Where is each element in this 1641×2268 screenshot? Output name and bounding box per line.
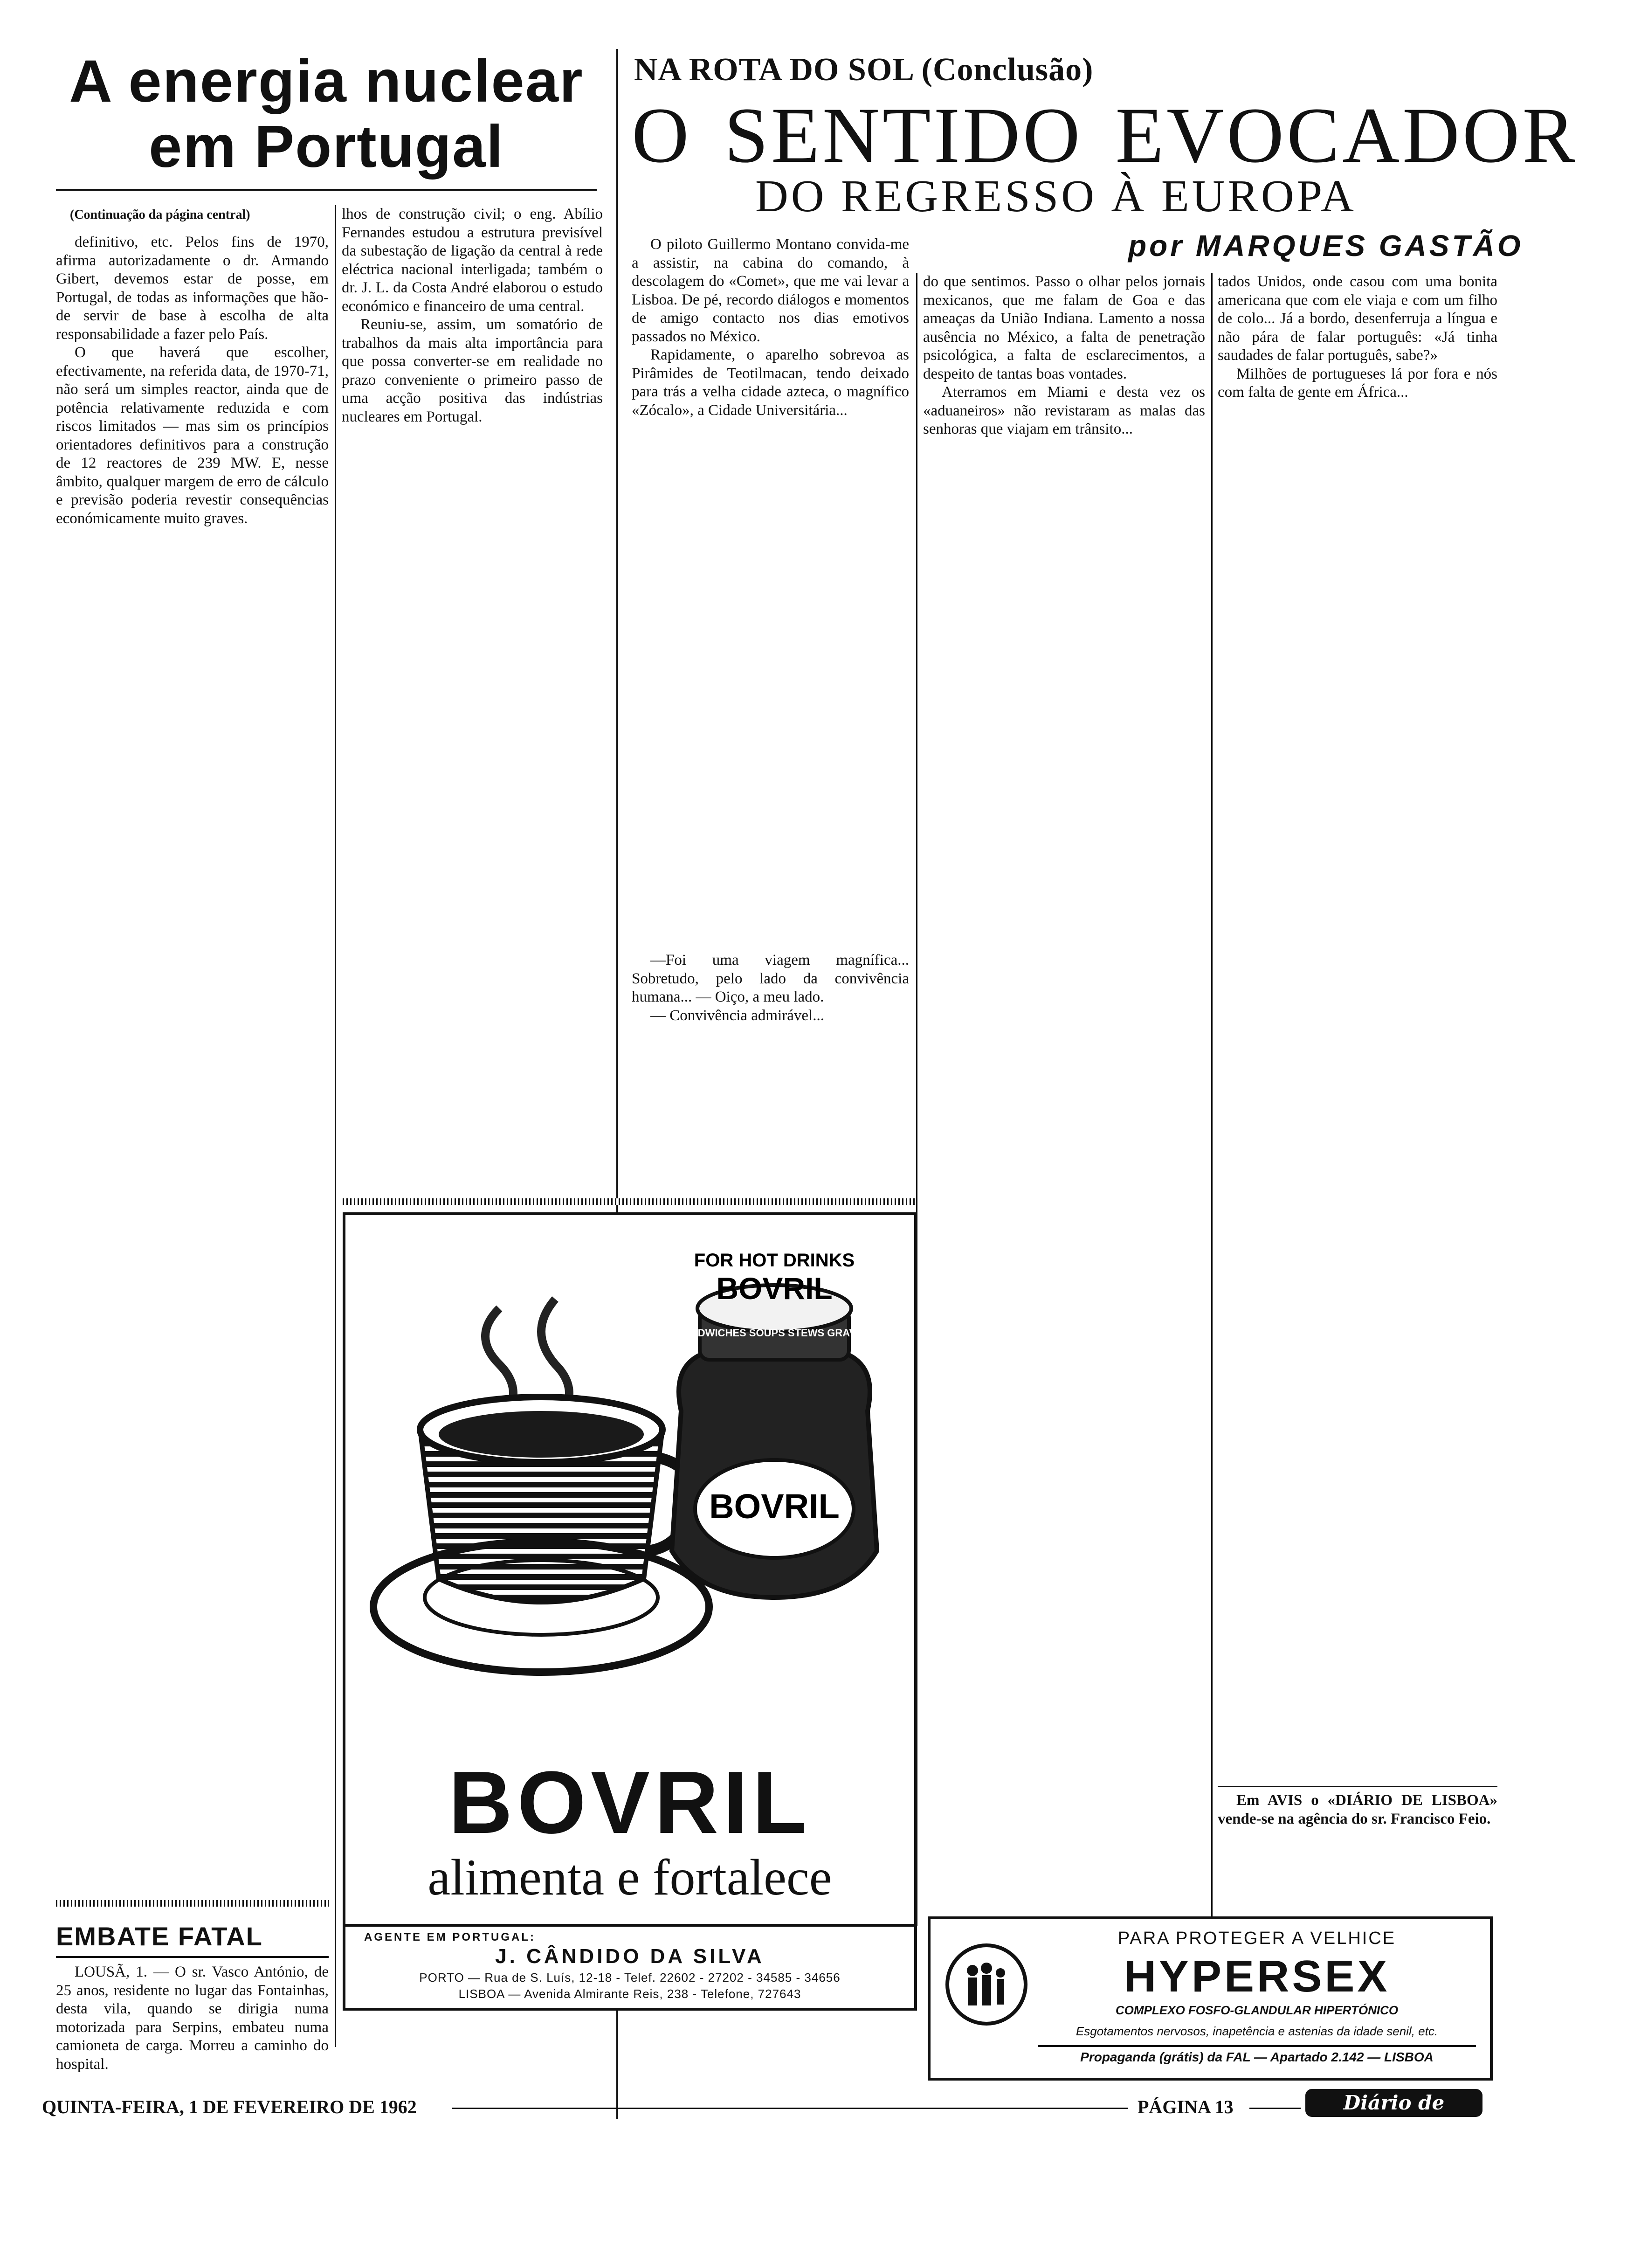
- hypersex-ad: [928, 1916, 1493, 2081]
- left-headline: [56, 49, 597, 180]
- footer-date: QUINTA-FEIRA, 1 DE FEVEREIRO DE 1962: [42, 2096, 417, 2117]
- footer-rule-right: [1249, 2108, 1301, 2109]
- col5-end-rule: [1218, 1786, 1497, 1787]
- bovril-brand: BOVRIL: [448, 1753, 811, 1852]
- left-headline-line2: em Portugal: [149, 113, 504, 180]
- byline: por MARQUES GASTÃO: [1128, 229, 1524, 263]
- right-headline-line1: O SENTIDO EVOCADOR: [632, 91, 1578, 179]
- hyper-brand: HYPERSEX: [1124, 1951, 1390, 2001]
- bovril-slogan: alimenta e fortalece: [427, 1849, 832, 1906]
- paragraph: — Convivência admirável...: [650, 1007, 824, 1024]
- left-headline-rule: [56, 189, 597, 191]
- ad-top-rule: [343, 1198, 916, 1205]
- right-article-col3b: [632, 951, 909, 1194]
- hyper-footer: Propaganda (grátis) da FAL — Apartado 2.142 — LISBOA: [1038, 2045, 1476, 2065]
- left-article-col2: [342, 205, 603, 1198]
- paragraph: —Foi uma viagem magnífica... Sobretudo, pelo lado da convivência humana... — Oiço, a meu lado.: [632, 952, 909, 1005]
- jar-brand-label: BOVRIL: [716, 1271, 833, 1306]
- embate-title: EMBATE FATAL: [56, 1922, 263, 1951]
- paragraph: lhos de construção civil; o eng. Abílio Fernandes estudou a estrutura previsível da subestação de ligação da central à rede eléctrica nacional interligada; também o dr. J. L. da Costa André elaborou o estudo económico e financeiro de uma central.: [342, 206, 603, 315]
- hyper-desc: Esgotamentos nervosos, inapetência e astenias da idade senil, etc.: [1076, 2024, 1438, 2038]
- porto-address: PORTO — Rua de S. Luís, 12-18 - Telef. 22602 - 27202 - 34585 - 34656: [419, 1971, 841, 1984]
- left-article-col1: [56, 233, 329, 2042]
- paragraph: Rapidamente, o aparelho sobrevoa as Pirâmides de Teotilmacan, tendo deixado para trás a velha cidade azteca, o magnífico «Zócalo», a Cidade Universitária...: [632, 346, 909, 419]
- hyper-top: PARA PROTEGER A VELHICE: [1117, 1929, 1396, 1948]
- column-divider: [335, 205, 336, 2047]
- paragraph: O piloto Guillermo Montano convida-me a assistir, na cabina do comando, à descolagem do «Comet», que me vai levar a Lisboa. De pé, recordo diálogos e momentos de amigo contacto nos dias emotivos passados no México.: [632, 236, 909, 345]
- agent-label: AGENTE EM PORTUGAL:: [364, 1931, 536, 1943]
- masthead-logo: [1305, 2089, 1482, 2142]
- right-article-col5: [1218, 273, 1497, 1784]
- kicker: NA ROTA DO SOL (Conclusão): [634, 52, 1094, 88]
- jar-top-label: FOR HOT DRINKS: [694, 1250, 855, 1271]
- right-article-col4: [923, 273, 1205, 1923]
- agent-name: J. CÂNDIDO DA SILVA: [495, 1945, 765, 1968]
- paragraph: Em AVIS o «DIÁRIO DE LISBOA» vende-se na agência do sr. Francisco Feio.: [1218, 1792, 1497, 1827]
- paragraph: Aterramos em Miami e desta vez os «aduaneiros» não revistaram as malas das senhoras que viajam em trânsito...: [923, 384, 1205, 437]
- paragraph: do que sentimos. Passo o olhar pelos jornais mexicanos, que me falam de Goa e das ameaças da União Indiana. Lamento a nossa ausência no México, a falta de penetração psicológica, a falta de esclarecimentos, a despeito de tantas boas vontades.: [923, 273, 1205, 382]
- column-divider: [1211, 273, 1213, 1926]
- paragraph: tados Unidos, onde casou com uma bonita americana que com ele viaja e com um filho de colo... Já a bordo, desenferruja a língua e não pára de falar português: «Já tinha saudades de falar português, sabe?»: [1218, 273, 1497, 364]
- footer-note: [1218, 1791, 1497, 1903]
- paragraph: Milhões de portugueses lá por fora e nós com falta de gente em África...: [1218, 365, 1497, 401]
- lisboa-address: LISBOA — Avenida Almirante Reis, 238 - Telefone, 727643: [458, 1987, 801, 2001]
- bovril-illustration: [345, 1215, 914, 1751]
- bovril-ad: [343, 1212, 917, 2011]
- right-headline-line2: DO REGRESSO À EUROPA: [755, 171, 1357, 221]
- hyper-sub: COMPLEXO FOSFO-GLANDULAR HIPERTÓNICO: [1115, 2003, 1399, 2017]
- embate-title-rule: [56, 1956, 329, 1958]
- paragraph: LOUSÃ, 1. — O sr. Vasco António, de 25 anos, residente no lugar das Fontainhas, desta vila, quando se dirigia numa motorizada para Serpins, embateu numa camioneta de carga. Morreu a caminho do hospital.: [56, 1964, 329, 2073]
- jar-front-label: BOVRIL: [709, 1487, 840, 1526]
- continuation-note: (Continuação da página central): [70, 207, 250, 222]
- paragraph: Reuniu-se, assim, um somatório de trabalhos da mais alta importância para que possa converter-se em realidade no prazo conveniente o primeiro passo de uma acção positiva das indústrias nucleares em Portugal.: [342, 316, 603, 425]
- embate-text: [56, 1963, 329, 2084]
- footer-page: PÁGINA 13: [1138, 2096, 1234, 2117]
- jar-sub-label: SANDWICHES SOUPS STEWS GRAVIES: [676, 1327, 873, 1339]
- footer-rule-left: [452, 2108, 1128, 2109]
- paragraph: definitivo, etc. Pelos fins de 1970, afirma autorizadamente o dr. Armando Gibert, devemos estar de posse, em Portugal, de todas as informações que hão-de servir de base à escolha de alta responsabilidade a fazer pelo País.: [56, 234, 329, 343]
- paragraph: O que haverá que escolher, efectivamente, na referida data, de 1970-71, não será um simples reactor, ainda que de potência relativamente reduzida e com riscos limitados — mas sim os princípios orientadores definitivos para a construção de 12 reactores de 239 MW. E, nesse âmbito, qualquer margem de erro de cálculo e previsão poderia revestir consequências económicamente muito graves.: [56, 344, 329, 527]
- left-headline-line1: A energia nuclear: [69, 48, 584, 115]
- family-icon: [945, 1943, 1028, 2026]
- masthead-text: Diário de Lisboa: [1343, 2091, 1445, 2142]
- embate-top-rule: [56, 1900, 329, 1907]
- ad-inner-rule: [345, 1924, 914, 1927]
